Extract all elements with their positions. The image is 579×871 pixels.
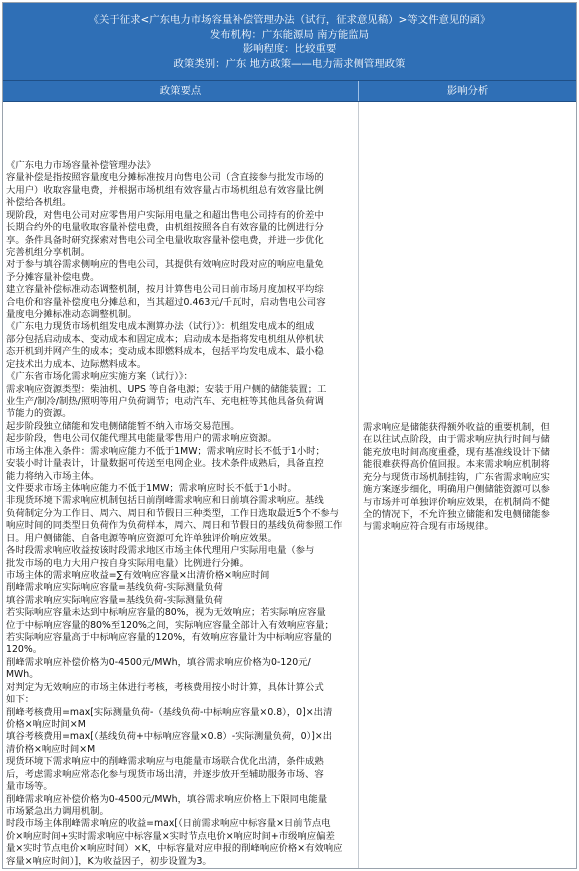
text-line: 对于参与填谷需求侧响应的售电公司，其提供有效响应时段对应的响应电量免: [6, 259, 324, 271]
text-line: 容量×响应时间）]，K为收益因子，初步设置为3。: [6, 855, 212, 867]
text-line: 现货环境下需求响应中的削峰需求响应与电能量市场联合优化出清，条件成熟: [6, 756, 324, 768]
text-line: 填谷考核费用=max[（基线负荷+中标响应容量×0.8）-实际测量负荷，0）]×出: [6, 731, 333, 743]
text-line: 完善机组分享机制。: [6, 246, 91, 258]
text-line: 全的情况下，不允许独立储能和发电侧储能参: [363, 508, 550, 520]
text-line: 后，考虑需求响应常态化参与现货市场出清，并逐步放开至辅助服务市场、容: [6, 768, 324, 780]
text-line: 量度电分摊标准动态调整机制。: [6, 309, 137, 321]
text-line: 态开机到并网产生的成本；变动成本即燃料成本，包括平均发电成本、最小稳: [6, 346, 324, 358]
text-line: 市场紧急出力调用机制。: [6, 805, 109, 817]
text-line: 量市场等。: [6, 781, 53, 793]
text-line: 批发市场的电力大用户按自身实际用电量）比例进行分摊。: [6, 557, 249, 569]
text-line: 建立容量补偿标准动态调整机制，按月计算售电公司日前市场月度加权平均综: [6, 284, 324, 296]
text-line: 削峰需求响应补偿价格为0-4500元/MWh，填谷需求响应价格上下限同电能量: [6, 793, 328, 805]
text-line: 清价格×响应时间×M: [6, 743, 96, 755]
text-line: 《广东省市场化需求响应实施方案（试行）》：: [6, 371, 193, 383]
text-line: 长期合约外的电量收取容量补偿电费，由机组按照各自有效容量的比例进行分: [6, 222, 324, 234]
text-line: 部分包括启动成本、变动成本和固定成本；启动成本是指将发电机组从停机状: [6, 333, 324, 345]
impact-line: 影响程度：比较重要: [242, 43, 337, 56]
cell-top-padding: [6, 102, 352, 160]
policy-points-cell: [3, 102, 359, 869]
text-line: 日。用户侧储能、自备电源等响应资源可允许单独评价响应效果。: [6, 532, 277, 544]
text-line: 若实际响应容量未达到中标响应容量的80%，视为无效响应；若实际响应容量: [6, 607, 326, 619]
text-line: 能充放电时间高度重叠，现有基准线设计下储: [363, 446, 550, 458]
text-line: 市场主体准入条件：需求响应能力不低于1MW；需求响应时长不低于1小时；: [6, 445, 325, 457]
text-line: 予分摊容量补偿电费。: [6, 271, 100, 283]
issuer-line: 发布机构：广东能源局 南方能监局: [209, 28, 370, 41]
text-line: 充分与现货市场机制挂钩，广东省需求响应实: [363, 471, 550, 483]
header-banner: [3, 3, 576, 81]
text-line: 若实际响应容量高于中标响应容量的120%，有效响应容量计为中标响应容量的: [6, 632, 332, 644]
table-header-row: [3, 81, 576, 102]
text-line: 需求响应是储能获得额外收益的重要机制，但: [363, 422, 550, 433]
table-body-row: [3, 102, 576, 869]
text-line: 能力将纳入市场主体。: [6, 470, 100, 482]
text-line: 与需求响应符合现有市场规律。: [363, 521, 494, 533]
document-title: 《关于征求<广东电力市场容量补偿管理办法（试行，征求意见稿）>等文件意见的函》: [88, 14, 491, 26]
text-line: 量×实时节点电价×响应时间）×K，中标容量对应申报的削峰响应价格×有效响应: [6, 843, 343, 855]
text-line: 削峰需求响应补偿价格为0-4500元/MWh，填谷需求响应价格为0-120元/: [6, 656, 311, 668]
text-line: 市场主体的需求响应收益=∑有效响应容量×出清价格×响应时间: [6, 569, 270, 581]
column-header-policy-points: 政策要点: [3, 81, 359, 101]
text-line: 价×响应时间+实时需求响应中标容量×实时节点电价×响应时间+市级响应偏差: [6, 830, 335, 842]
text-line: 需求响应资源类型：柴油机、UPS 等自备电源；安装于用户侧的储能装置；工: [6, 383, 327, 395]
impact-analysis-text: [363, 422, 570, 534]
text-line: 起步阶段，售电公司仅能代理其电能量零售用户的需求响应资源。: [6, 433, 277, 445]
text-line: 时段市场主体削峰需求响应的收益=max[（日前需求响应中标容量×日前节点电: [6, 818, 331, 830]
text-line: 业生产/制冷/制热/照明等用户负荷调节；电动汽车、充电桩等其他具备负荷调: [6, 396, 324, 408]
text-line: 削峰考核费用=max[实际测量负荷-（基线负荷-中标响应容量×0.8），0]×出清: [6, 706, 333, 718]
text-line: 与市场并可单独评价响应效果，在机制尚不健: [363, 496, 550, 508]
text-line: 120%。: [6, 644, 43, 656]
category-line: 政策类别：广东 地方政策——电力需求侧管理政策: [173, 57, 406, 70]
text-line: 节能力的资源。: [6, 408, 72, 420]
text-line: 各时段需求响应收益按该时段需求地区市场主体代理用户实际用电量（参与: [6, 545, 315, 557]
text-line: 安装小时计量表计，计量数据可传送至电网企业。技术条件成熟后，具备直控: [6, 458, 324, 470]
text-line: 价格×响应时间×M: [6, 718, 86, 730]
policy-sheet: [2, 2, 577, 869]
text-line: 施方案逐步细化，明确用户侧储能资源可以参: [363, 484, 550, 496]
text-line: 补偿给各机组。: [6, 197, 72, 209]
text-line: 填谷需求响应实际响应容量=基线负荷-实际测量负荷: [6, 594, 223, 606]
text-line: 容量补偿是指按照容量度电分摊标准按月向售电公司（含直接参与批发市场的: [6, 172, 324, 184]
text-line: 位于中标响应容量的80%至120%之间，实际响应容量全部计入有效响应容量；: [6, 619, 334, 631]
text-line: 非现货环境下需求响应机制包括日前削峰需求响应和日前填谷需求响应。基线: [6, 495, 324, 507]
impact-analysis-cell: [359, 102, 576, 869]
text-line: MWh。: [6, 669, 39, 681]
cell-top-padding: [363, 102, 570, 422]
text-line: 现阶段，对售电公司对应零售用户实际用电量之和超出售电公司持有的价差中: [6, 209, 324, 221]
text-line: 文件要求市场主体响应能力不低于1MW；需求响应时长不低于1小时。: [6, 482, 297, 494]
text-line: 削峰需求响应实际响应容量=基线负荷-实际测量负荷: [6, 582, 223, 594]
text-line: 起步阶段独立储能和发电侧储能暂不纳入市场交易范围。: [6, 420, 240, 432]
text-line: 在以往试点阶段，由于需求响应执行时间与储: [363, 434, 550, 446]
text-line: 能很难获得高价值回报。本来需求响应机制将: [363, 459, 550, 471]
text-line: 合电价和容量补偿度电分摊总和，当其超过0.463元/千瓦时，启动售电公司容: [6, 296, 326, 308]
policy-points-text: [6, 160, 352, 868]
column-header-impact-analysis: 影响分析: [446, 85, 489, 97]
text-line: 负荷制定分为工作日、周六、周日和节假日三种类型，工作日选取最近5个不参与: [6, 507, 339, 519]
text-line: 如下：: [6, 694, 35, 706]
text-line: 响应时间的同类型日负荷作为负荷样本，周六、周日和节假日的基线负荷参照工作: [6, 520, 343, 532]
text-line: 对判定为无效响应的市场主体进行考核，考核费用按小时计算，具体计算公式: [6, 681, 324, 693]
text-line: 《广东电力市场容量补偿管理办法》: [6, 160, 156, 171]
text-line: 《广东电力现货市场机组发电成本测算办法（试行）》：机组发电成本的组成: [6, 321, 315, 333]
text-line: 定技术出力成本、边际燃料成本。: [6, 358, 147, 370]
text-line: 享。条件具备时研究探索对售电公司全电量收取容量补偿电费，并进一步优化: [6, 234, 324, 246]
text-line: 大用户）收取容量电费，并根据市场机组有效容量占市场机组总有效容量比例: [6, 184, 324, 196]
